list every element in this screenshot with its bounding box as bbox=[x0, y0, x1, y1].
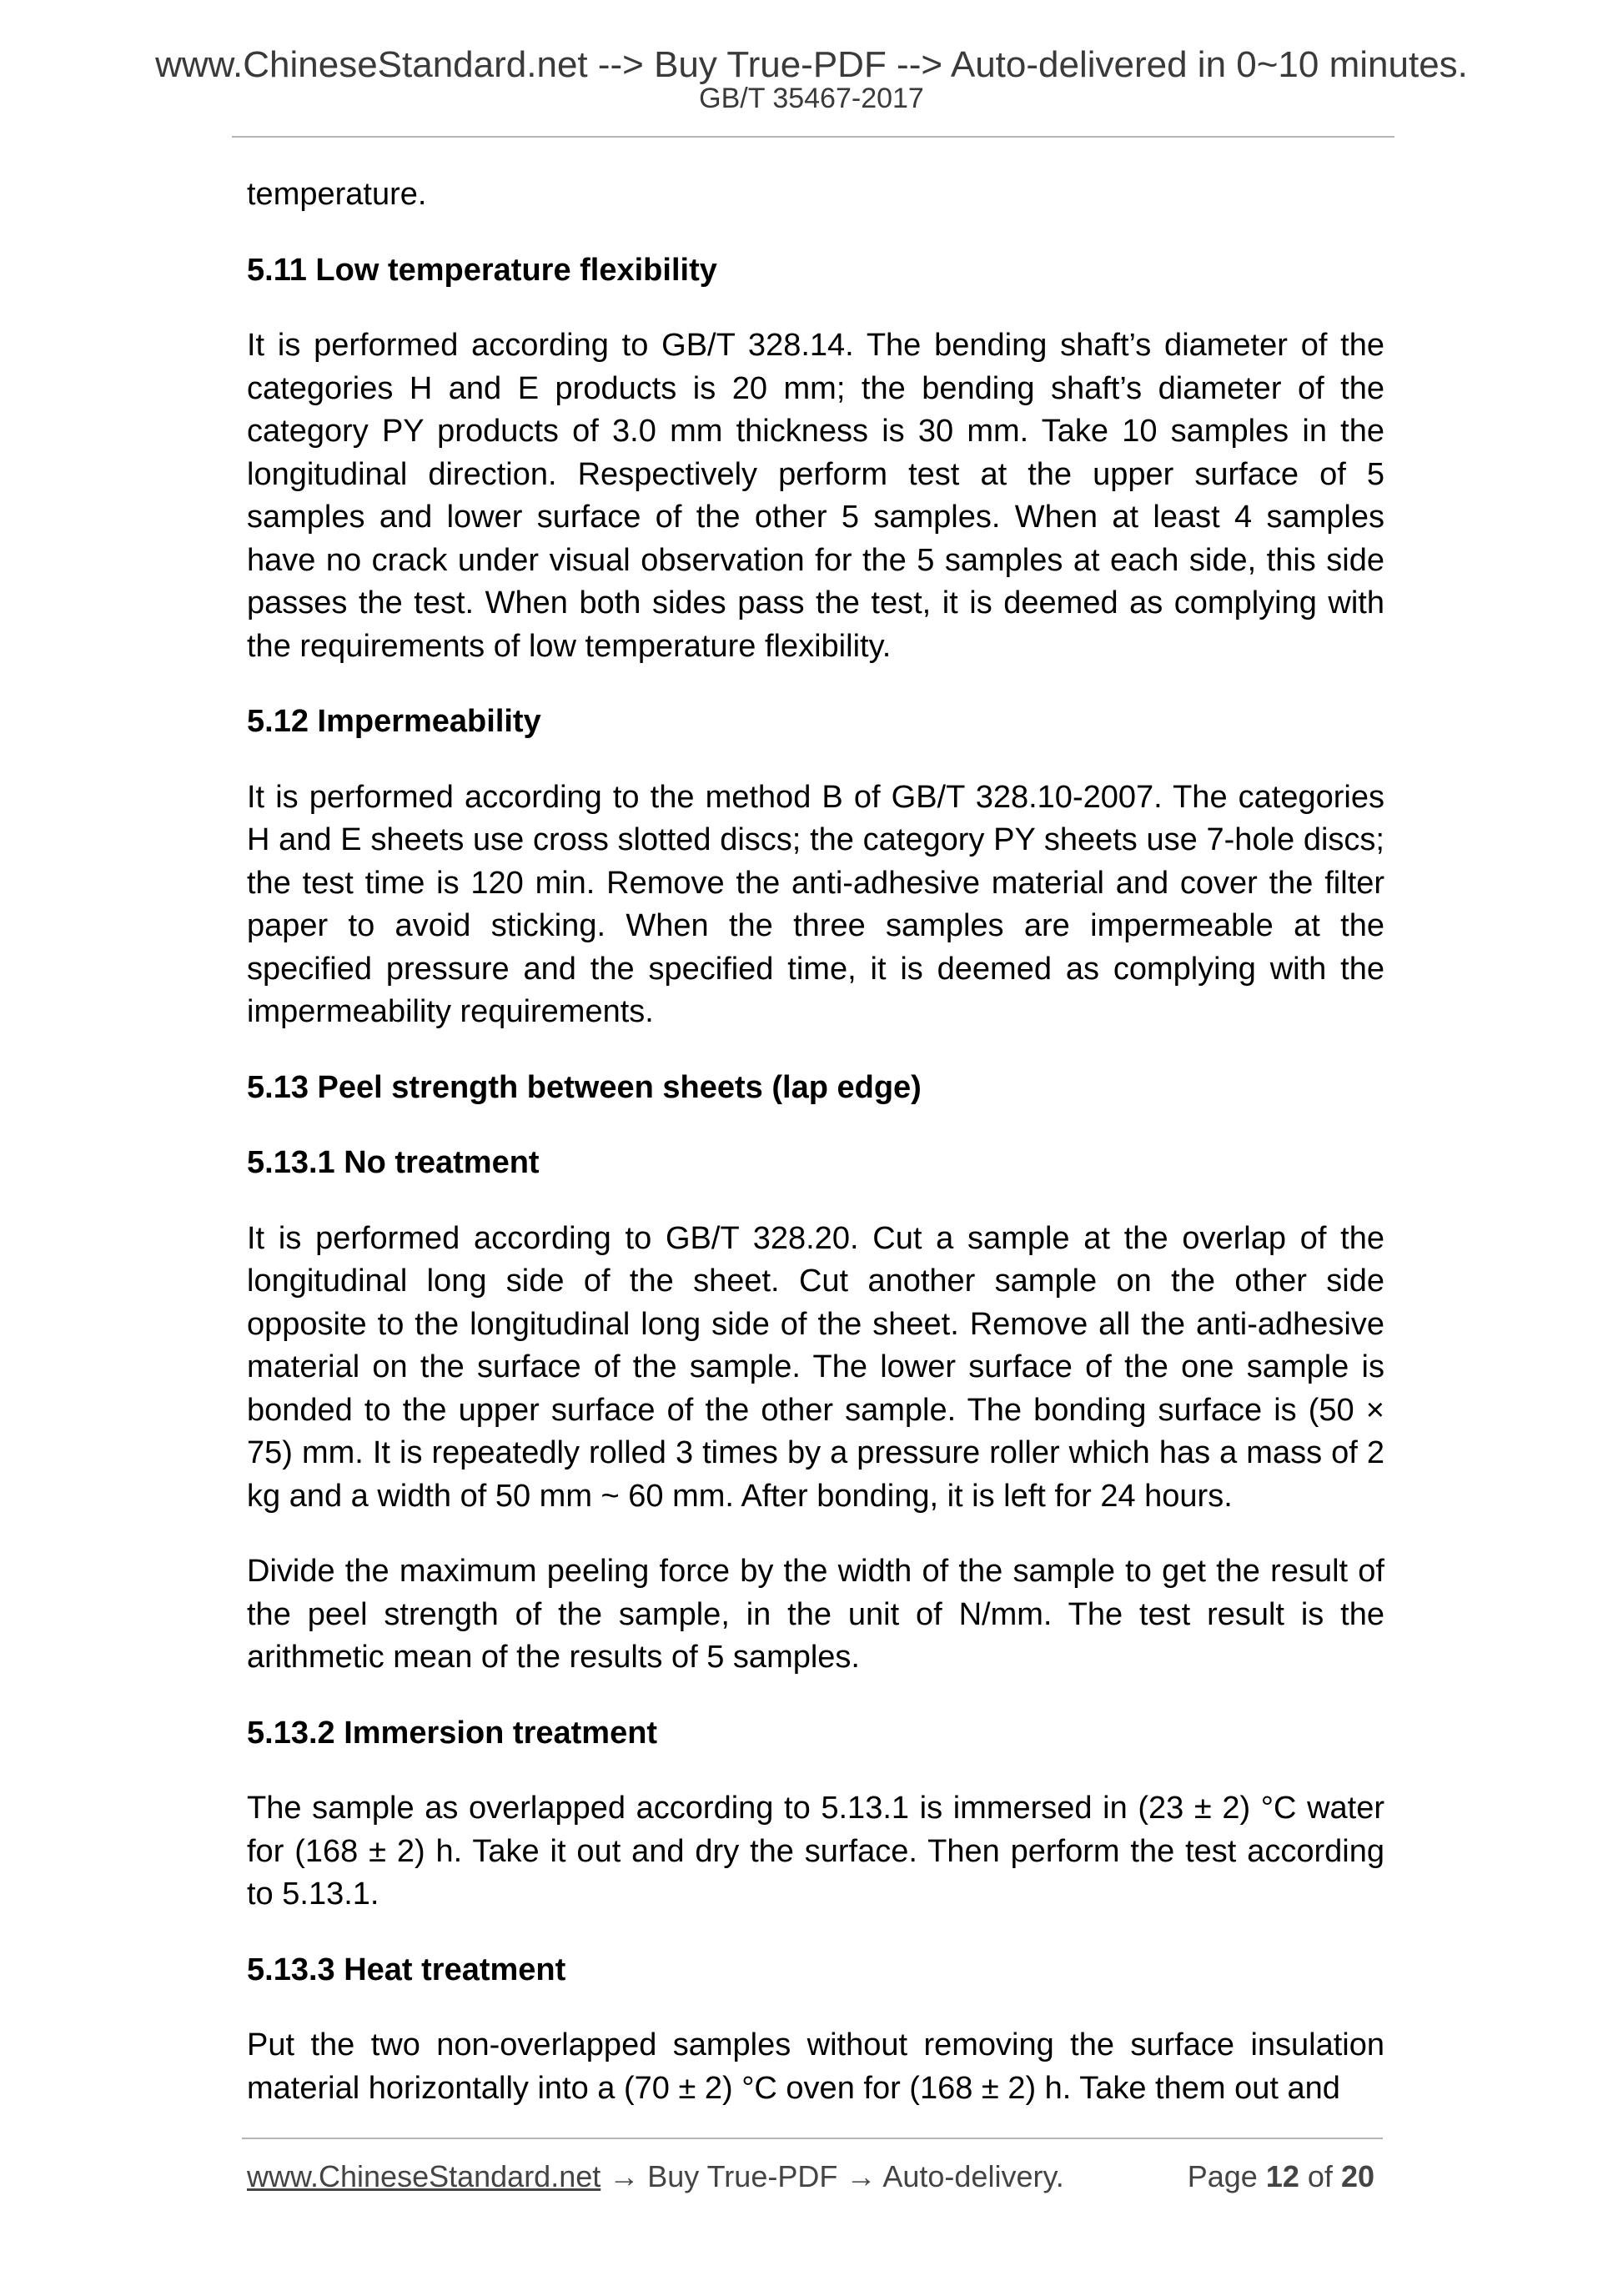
page-current: 12 bbox=[1265, 2159, 1299, 2193]
document-body bbox=[247, 173, 1384, 2143]
paragraph-continuation: temperature. bbox=[247, 177, 427, 212]
heading-5-13-3: 5.13.3 Heat treatment bbox=[247, 1952, 566, 1987]
paragraph-5-13-1-b: Divide the maximum peeling force by the width of the sample to get the result of the peel strength of the sample, in the unit of N/mm. The test result is the arithmetic mean of the results of 5 samples. bbox=[247, 1554, 1384, 1675]
heading-5-13: 5.13 Peel strength between sheets (lap edge) bbox=[247, 1069, 922, 1105]
heading-5-13-2: 5.13.2 Immersion treatment bbox=[247, 1715, 658, 1751]
header-banner: www.ChineseStandard.net --> Buy True-PDF --> Auto-delivered in 0~10 minutes. bbox=[155, 44, 1468, 85]
footer-divider bbox=[242, 2138, 1383, 2139]
footer-buy-text: Buy True-PDF bbox=[647, 2159, 838, 2193]
page-footer bbox=[247, 2157, 1374, 2197]
paragraph-5-13-1-a: It is performed according to GB/T 328.20. Cut a sample at the overlap of the longitudinal long side of the sheet. Cut another sample on the other side opposite to the longitudinal long side of the sheet. Remove all the anti-adhesive material on the surface of the sample. The lower surface of the one sample is bonded to the upper surface of the other sample. The bonding surface is (50 × 75) mm. It is repeatedly rolled 3 times by a pressure roller which has a mass of 2 kg and a width of 50 mm ~ 60 mm. After bonding, it is left for 24 hours. bbox=[247, 1220, 1384, 1514]
heading-5-11: 5.11 Low temperature flexibility bbox=[247, 252, 717, 288]
of-label: of bbox=[1307, 2159, 1333, 2193]
heading-5-12: 5.12 Impermeability bbox=[247, 704, 541, 739]
page-label: Page bbox=[1187, 2159, 1258, 2193]
footer-promo bbox=[247, 2157, 1064, 2197]
paragraph-5-12: It is performed according to the method B of GB/T 328.10-2007. The categories H and E sheets use cross slotted discs; the category PY sheets use 7-hole discs; the test time is 120 min. Remove the anti-adhesive material and cover the filter paper to avoid sticking. When the three samples are impermeable at the specified pressure and the specified time, it is deemed as complying with the impermeability requirements. bbox=[247, 779, 1384, 1029]
paragraph-5-13-3: Put the two non-overlapped samples without removing the surface insulation material horizontally into a (70 ± 2) °C oven for (168 ± 2) h. Take them out and bbox=[247, 2027, 1384, 2106]
page-total: 20 bbox=[1340, 2159, 1374, 2193]
header-divider bbox=[232, 136, 1394, 138]
page-number bbox=[1188, 2157, 1374, 2197]
footer-arrow-2: → bbox=[837, 2159, 883, 2193]
footer-arrow-1: → bbox=[600, 2159, 648, 2193]
paragraph-5-11: It is performed according to GB/T 328.14. The bending shaft’s diameter of the categories H and E products is 20 mm; the bending shaft’s diameter of the category PY products of 3.0 mm thickness is 30 mm. Take 10 samples in the longitudinal direction. Respectively perform test at the upper surface of 5 samples and lower surface of the other 5 samples. When at least 4 samples have no crack under visual observation for the 5 samples at each side, this side passes the test. When both sides pass the test, it is deemed as complying with the requirements of low temperature flexibility. bbox=[247, 328, 1384, 664]
heading-5-13-1: 5.13.1 No treatment bbox=[247, 1145, 540, 1180]
paragraph-5-13-2: The sample as overlapped according to 5.13.1 is immersed in (23 ± 2) °C water for (168 ± 2) h. Take it out and dry the surface. Then perform the test according to 5.13.1. bbox=[247, 1791, 1384, 1912]
standard-code: GB/T 35467-2017 bbox=[699, 83, 924, 114]
footer-site-link[interactable]: www.ChineseStandard.net bbox=[247, 2159, 601, 2193]
footer-delivery-text: Auto-delivery. bbox=[882, 2159, 1064, 2193]
